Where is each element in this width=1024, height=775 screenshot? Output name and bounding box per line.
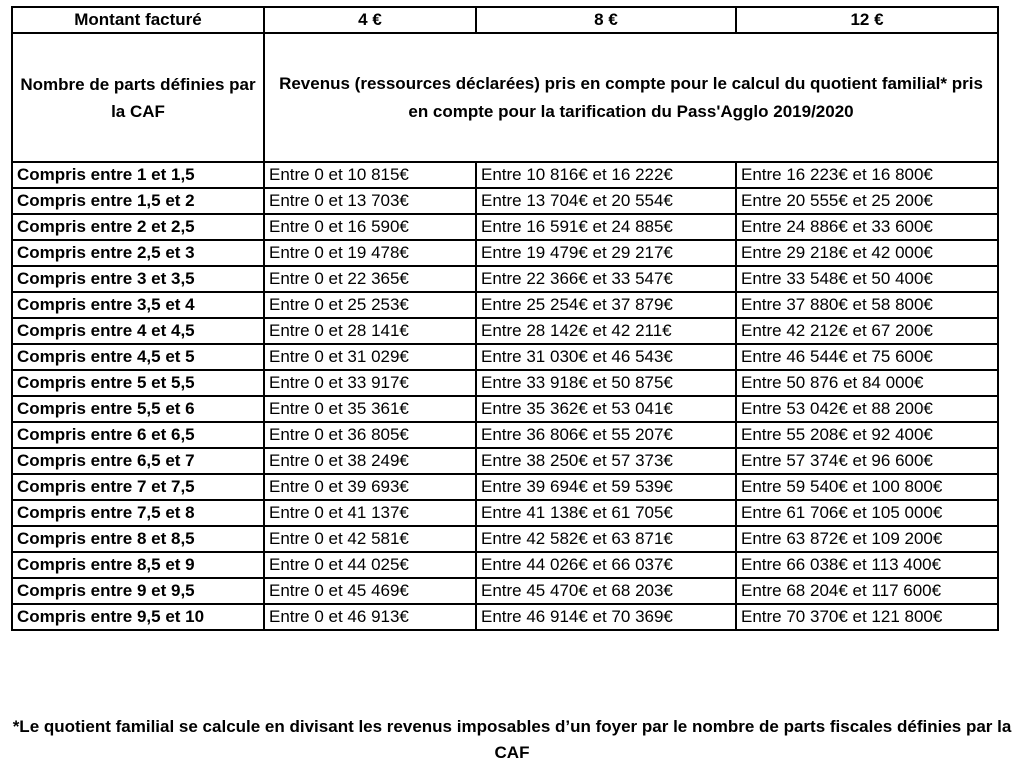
table-row xyxy=(12,500,998,526)
tarif-8-cell: Entre 38 250€ et 57 373€ xyxy=(476,448,736,474)
tarif-8-cell: Entre 42 582€ et 63 871€ xyxy=(476,526,736,552)
tarif-4-cell: Entre 0 et 33 917€ xyxy=(264,370,476,396)
table-row xyxy=(12,604,998,630)
tarif-4-cell: Entre 0 et 44 025€ xyxy=(264,552,476,578)
parts-range-cell: Compris entre 1 et 1,5 xyxy=(12,162,264,188)
parts-range-cell: Compris entre 4 et 4,5 xyxy=(12,318,264,344)
table-row xyxy=(12,370,998,396)
table-row xyxy=(12,422,998,448)
parts-caf-header: Nombre de parts définies par la CAF xyxy=(12,33,264,162)
tarif-8-cell: Entre 25 254€ et 37 879€ xyxy=(476,292,736,318)
tarif-8-cell: Entre 36 806€ et 55 207€ xyxy=(476,422,736,448)
tarif-12-cell: Entre 37 880€ et 58 800€ xyxy=(736,292,998,318)
tarif-12-cell: Entre 24 886€ et 33 600€ xyxy=(736,214,998,240)
tarif-8-cell: Entre 35 362€ et 53 041€ xyxy=(476,396,736,422)
tarif-4-cell: Entre 0 et 36 805€ xyxy=(264,422,476,448)
tarif-12-cell: Entre 29 218€ et 42 000€ xyxy=(736,240,998,266)
parts-range-cell: Compris entre 5 et 5,5 xyxy=(12,370,264,396)
tarif-4-cell: Entre 0 et 45 469€ xyxy=(264,578,476,604)
table-row xyxy=(12,240,998,266)
parts-range-cell: Compris entre 5,5 et 6 xyxy=(12,396,264,422)
tarif-4-cell: Entre 0 et 41 137€ xyxy=(264,500,476,526)
table-row xyxy=(12,344,998,370)
tarif-8-cell: Entre 44 026€ et 66 037€ xyxy=(476,552,736,578)
header-price-4: 4 € xyxy=(264,7,476,33)
parts-range-cell: Compris entre 4,5 et 5 xyxy=(12,344,264,370)
tarif-12-cell: Entre 20 555€ et 25 200€ xyxy=(736,188,998,214)
table-row xyxy=(12,266,998,292)
table-row xyxy=(12,214,998,240)
tarif-8-cell: Entre 41 138€ et 61 705€ xyxy=(476,500,736,526)
tarif-12-cell: Entre 61 706€ et 105 000€ xyxy=(736,500,998,526)
tarif-4-cell: Entre 0 et 28 141€ xyxy=(264,318,476,344)
table-row xyxy=(12,188,998,214)
tarif-4-cell: Entre 0 et 22 365€ xyxy=(264,266,476,292)
tarif-8-cell: Entre 31 030€ et 46 543€ xyxy=(476,344,736,370)
parts-range-cell: Compris entre 9,5 et 10 xyxy=(12,604,264,630)
parts-range-cell: Compris entre 8 et 8,5 xyxy=(12,526,264,552)
tarif-8-cell: Entre 22 366€ et 33 547€ xyxy=(476,266,736,292)
table-row xyxy=(12,526,998,552)
header-row xyxy=(12,7,998,33)
tarif-8-cell: Entre 10 816€ et 16 222€ xyxy=(476,162,736,188)
parts-range-cell: Compris entre 3 et 3,5 xyxy=(12,266,264,292)
parts-range-cell: Compris entre 6,5 et 7 xyxy=(12,448,264,474)
tarif-12-cell: Entre 53 042€ et 88 200€ xyxy=(736,396,998,422)
parts-range-cell: Compris entre 2,5 et 3 xyxy=(12,240,264,266)
tarif-8-cell: Entre 13 704€ et 20 554€ xyxy=(476,188,736,214)
tarif-4-cell: Entre 0 et 31 029€ xyxy=(264,344,476,370)
tarif-12-cell: Entre 59 540€ et 100 800€ xyxy=(736,474,998,500)
header-price-12: 12 € xyxy=(736,7,998,33)
parts-range-cell: Compris entre 6 et 6,5 xyxy=(12,422,264,448)
tarif-4-cell: Entre 0 et 39 693€ xyxy=(264,474,476,500)
tarif-4-cell: Entre 0 et 35 361€ xyxy=(264,396,476,422)
tarification-table xyxy=(11,6,999,631)
tarif-4-cell: Entre 0 et 46 913€ xyxy=(264,604,476,630)
header-montant-facture: Montant facturé xyxy=(12,7,264,33)
tarif-4-cell: Entre 0 et 13 703€ xyxy=(264,188,476,214)
tarif-12-cell: Entre 63 872€ et 109 200€ xyxy=(736,526,998,552)
table-row xyxy=(12,162,998,188)
tarif-4-cell: Entre 0 et 25 253€ xyxy=(264,292,476,318)
tarif-12-cell: Entre 55 208€ et 92 400€ xyxy=(736,422,998,448)
tarif-12-cell: Entre 42 212€ et 67 200€ xyxy=(736,318,998,344)
tarif-4-cell: Entre 0 et 42 581€ xyxy=(264,526,476,552)
table-row xyxy=(12,474,998,500)
parts-range-cell: Compris entre 7,5 et 8 xyxy=(12,500,264,526)
tarif-12-cell: Entre 66 038€ et 113 400€ xyxy=(736,552,998,578)
tarif-8-cell: Entre 16 591€ et 24 885€ xyxy=(476,214,736,240)
tarif-8-cell: Entre 45 470€ et 68 203€ xyxy=(476,578,736,604)
parts-range-cell: Compris entre 7 et 7,5 xyxy=(12,474,264,500)
parts-range-cell: Compris entre 1,5 et 2 xyxy=(12,188,264,214)
tarif-12-cell: Entre 33 548€ et 50 400€ xyxy=(736,266,998,292)
table-row xyxy=(12,318,998,344)
tarif-12-cell: Entre 70 370€ et 121 800€ xyxy=(736,604,998,630)
table-row xyxy=(12,396,998,422)
tarif-4-cell: Entre 0 et 38 249€ xyxy=(264,448,476,474)
tarif-12-cell: Entre 50 876 et 84 000€ xyxy=(736,370,998,396)
tarif-12-cell: Entre 57 374€ et 96 600€ xyxy=(736,448,998,474)
tarif-4-cell: Entre 0 et 10 815€ xyxy=(264,162,476,188)
tarif-4-cell: Entre 0 et 16 590€ xyxy=(264,214,476,240)
table-row xyxy=(12,292,998,318)
revenus-header: Revenus (ressources déclarées) pris en compte pour le calcul du quotient familial* pris en compte pour la tarification du Pass'Agglo 2019/2020 xyxy=(264,33,998,162)
tarif-12-cell: Entre 68 204€ et 117 600€ xyxy=(736,578,998,604)
parts-range-cell: Compris entre 2 et 2,5 xyxy=(12,214,264,240)
tarif-8-cell: Entre 39 694€ et 59 539€ xyxy=(476,474,736,500)
tarif-12-cell: Entre 16 223€ et 16 800€ xyxy=(736,162,998,188)
parts-range-cell: Compris entre 3,5 et 4 xyxy=(12,292,264,318)
tarif-4-cell: Entre 0 et 19 478€ xyxy=(264,240,476,266)
tarif-12-cell: Entre 46 544€ et 75 600€ xyxy=(736,344,998,370)
tarif-8-cell: Entre 33 918€ et 50 875€ xyxy=(476,370,736,396)
tarif-8-cell: Entre 28 142€ et 42 211€ xyxy=(476,318,736,344)
table-row xyxy=(12,552,998,578)
parts-range-cell: Compris entre 9 et 9,5 xyxy=(12,578,264,604)
header-price-8: 8 € xyxy=(476,7,736,33)
footnote: *Le quotient familial se calcule en divisant les revenus imposables d’un foyer par le nombre de parts fiscales définies par la CAF xyxy=(12,717,1012,762)
parts-range-cell: Compris entre 8,5 et 9 xyxy=(12,552,264,578)
subheader-row xyxy=(12,33,998,162)
tarif-8-cell: Entre 46 914€ et 70 369€ xyxy=(476,604,736,630)
table-row xyxy=(12,448,998,474)
table-row xyxy=(12,578,998,604)
tarif-8-cell: Entre 19 479€ et 29 217€ xyxy=(476,240,736,266)
